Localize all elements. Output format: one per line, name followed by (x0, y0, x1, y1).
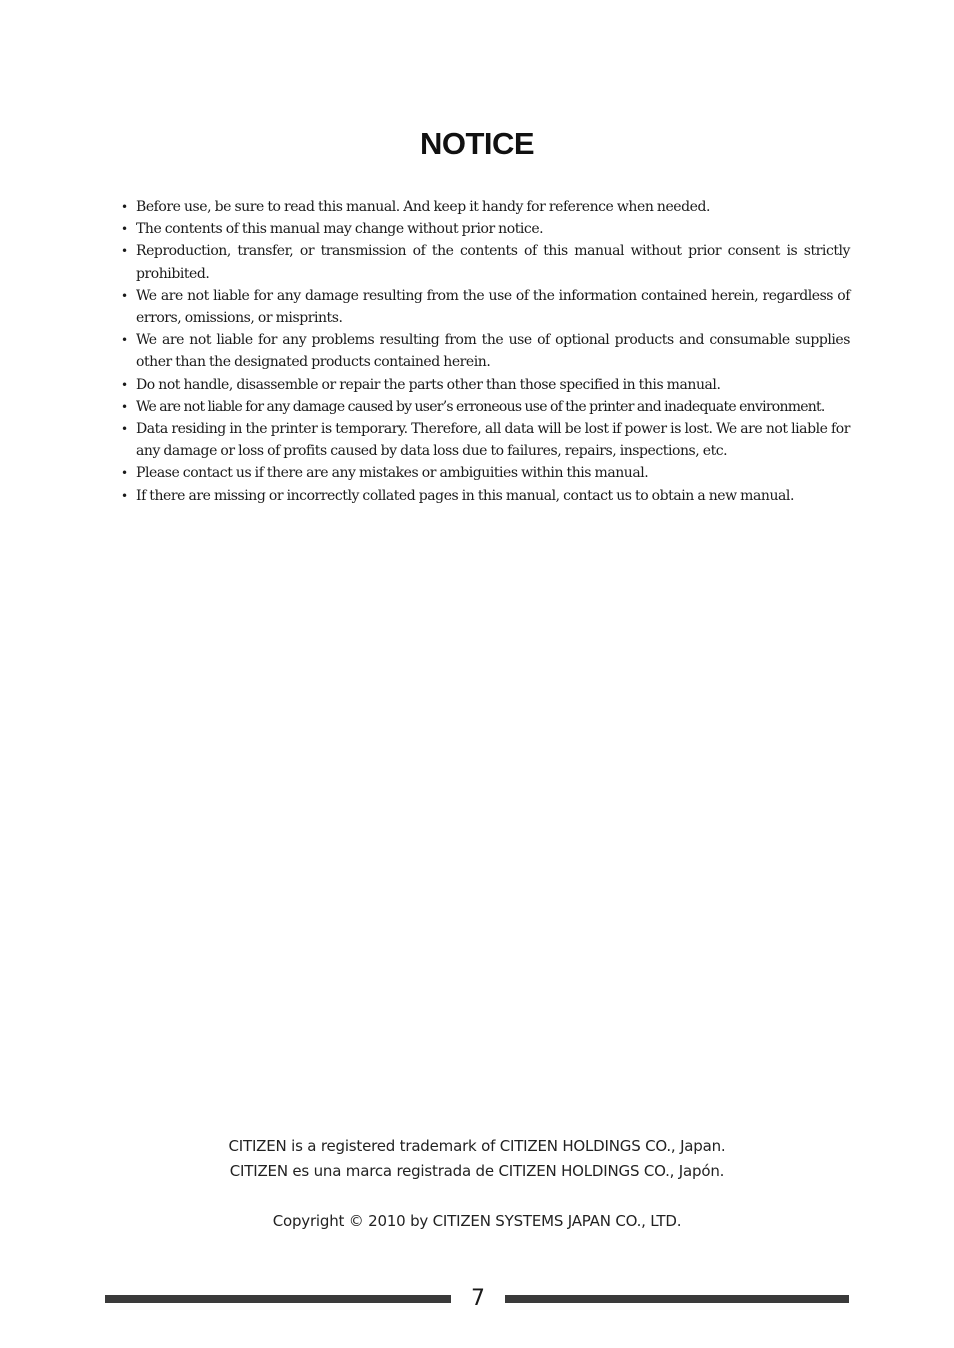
bullet-icon: • (121, 399, 128, 414)
bullet-icon: • (121, 222, 128, 237)
bullet-icon: • (121, 488, 128, 503)
notice-text: We are not liable for any damage caused by user’s erroneous use of the printer and inadequate environment. (136, 398, 825, 415)
footer-bar-left (105, 1295, 451, 1303)
copyright-line: Copyright © 2010 by CITIZEN SYSTEMS JAPAN CO., LTD. (272, 1212, 682, 1230)
bullet-icon: • (121, 244, 128, 259)
footer-bar-right (505, 1295, 849, 1303)
notice-text: Data residing in the printer is temporary. Therefore, all data will be lost if power is lost. We are not liable for any damage or loss of profits caused by data loss due to failures, repairs, inspections, etc. (136, 421, 850, 460)
notice-text: Do not handle, disassemble or repair the parts other than those specified in this manual. (136, 376, 721, 393)
notice-text: If there are missing or incorrectly collated pages in this manual, contact us to obtain a new manual. (136, 487, 794, 504)
list-item (120, 285, 850, 329)
list-item (120, 462, 850, 484)
list-item (120, 374, 850, 396)
trademark-block (0, 1134, 954, 1184)
list-item (120, 485, 850, 507)
trademark-spanish: CITIZEN es una marca registrada de CITIZEN HOLDINGS CO., Japón. (229, 1162, 725, 1180)
notice-list (120, 196, 850, 507)
list-item (120, 396, 850, 418)
trademark-english: CITIZEN is a registered trademark of CITIZEN HOLDINGS CO., Japan. (228, 1137, 726, 1155)
bullet-icon: • (121, 333, 128, 348)
page-number: 7 (471, 1286, 485, 1311)
list-item (120, 218, 850, 240)
bullet-icon: • (121, 200, 128, 214)
notice-text: Please contact us if there are any mistakes or ambiguities within this manual. (136, 465, 649, 482)
notice-text: The contents of this manual may change without prior notice. (136, 221, 544, 238)
page-title: NOTICE (419, 126, 535, 161)
list-item (120, 196, 850, 218)
list-item (120, 329, 850, 373)
bullet-icon: • (121, 422, 128, 437)
list-item (120, 418, 850, 462)
list-item (120, 240, 850, 284)
bullet-icon: • (121, 466, 128, 481)
notice-text: We are not liable for any problems resulting from the use of optional products and consumable supplies other than the designated products contained herein. (136, 332, 850, 371)
bullet-icon: • (121, 377, 128, 392)
notice-text: Reproduction, transfer, or transmission of the contents of this manual without prior consent is strictly prohibited. (136, 243, 850, 282)
bullet-icon: • (121, 288, 128, 303)
notice-text: We are not liable for any damage resulting from the use of the information contained herein, regardless of errors, omissions, or misprints. (136, 287, 850, 327)
notice-text: Before use, be sure to read this manual. And keep it handy for reference when needed. (136, 199, 710, 215)
